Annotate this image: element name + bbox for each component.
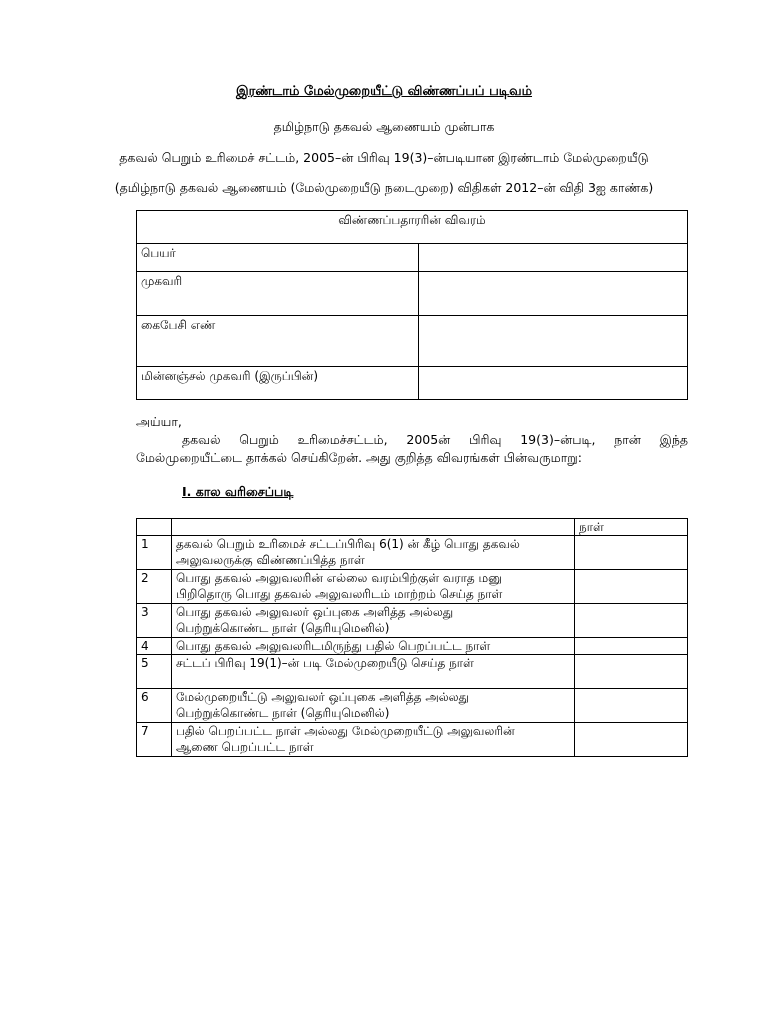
row-number: 4 — [137, 638, 172, 655]
row-number: 5 — [137, 655, 172, 689]
applicant-details-table — [136, 210, 688, 400]
subtitle-rules: (தமிழ்நாடு தகவல் ஆணையம் (மேல்முறையீடு நடைமுறை) விதிகள் 2012–ன் விதி 3ஐ காண்க) — [114, 180, 654, 195]
header-empty-desc — [172, 519, 575, 536]
row-description-line: தகவல் பெறும் உரிமைச் சட்டப்பிரிவு 6(1) ன் கீழ் பொது தகவல் — [176, 537, 520, 551]
applicant-table-heading: விண்ணப்பதாரரின் விவரம் — [137, 211, 688, 244]
row-description-line: பொது தகவல் அலுவலரிடமிருந்து பதில் பெறப்பட்ட நாள் — [176, 639, 491, 653]
row-date-field[interactable] — [575, 655, 688, 689]
salutation: அய்யா, — [136, 414, 182, 429]
subtitle-act: தகவல் பெறும் உரிமைச் சட்டம், 2005–ன் பிரிவு 19(3)–ன்படியான இரண்டாம் மேல்முறையீடு — [119, 150, 649, 165]
row-date-field[interactable] — [575, 638, 688, 655]
row-description — [172, 723, 575, 757]
applicant-address-label: முகவரி — [137, 272, 419, 316]
table-row — [137, 536, 688, 570]
table-row — [137, 570, 688, 604]
header-empty-num — [137, 519, 172, 536]
row-description-line: பெற்றுக்கொண்ட நாள் (தெரியுமெனில்) — [176, 621, 390, 635]
row-description — [172, 604, 575, 638]
row-description-line: ஆணை பெறப்பட்ட நாள் — [176, 740, 314, 754]
row-description-line: பதில் பெறப்பட்ட நாள் அல்லது மேல்முறையீட்டு அலுவலரின் — [176, 724, 515, 738]
table-row — [137, 604, 688, 638]
table-row — [137, 723, 688, 757]
applicant-email-field[interactable] — [419, 367, 688, 400]
row-description — [172, 536, 575, 570]
applicant-mobile-field[interactable] — [419, 316, 688, 367]
row-date-field[interactable] — [575, 570, 688, 604]
applicant-name-label: பெயர் — [137, 244, 419, 272]
table-row — [137, 638, 688, 655]
applicant-mobile-label: கைபேசி எண் — [137, 316, 419, 367]
row-description — [172, 570, 575, 604]
row-date-field[interactable] — [575, 536, 688, 570]
row-number: 1 — [137, 536, 172, 570]
row-description — [172, 689, 575, 723]
applicant-address-field[interactable] — [419, 272, 688, 316]
row-date-field[interactable] — [575, 689, 688, 723]
date-column-header: நாள் — [575, 519, 688, 536]
row-description-line: பொது தகவல் அலுவலரின் எல்லை வரம்பிற்குள் வராத மனு — [176, 571, 503, 585]
chronology-table — [136, 518, 688, 757]
row-description-line: சட்டப் பிரிவு 19(1)–ன் படி மேல்முறையீடு செய்த நாள் — [176, 656, 474, 670]
appeal-paragraph-line-1: தகவல் பெறும் உரிமைச்சட்டம், 2005ன் பிரிவு 19(3)–ன்படி, நான் இந்த — [182, 432, 688, 447]
row-description — [172, 655, 575, 689]
row-number: 3 — [137, 604, 172, 638]
section-heading-chronology: I. கால வரிசைப்படி — [182, 484, 294, 499]
appeal-paragraph-line-2: மேல்முறையீட்டை தாக்கல் செய்கிறேன். அது குறித்த விவரங்கள் பின்வருமாறு: — [136, 450, 582, 465]
subtitle-commission: தமிழ்நாடு தகவல் ஆணையம் முன்பாக — [273, 119, 495, 134]
row-date-field[interactable] — [575, 604, 688, 638]
applicant-email-label: மின்னஞ்சல் முகவரி (இருப்பின்) — [137, 367, 419, 400]
table-row — [137, 655, 688, 689]
row-description-line: பெற்றுக்கொண்ட நாள் (தெரியுமெனில்) — [176, 706, 390, 720]
row-description-line: பொது தகவல் அலுவலர் ஒப்புகை அளித்த அல்லது — [176, 605, 454, 619]
table-row — [137, 689, 688, 723]
form-title: இரண்டாம் மேல்முறையீட்டு விண்ணப்பப் படிவம் — [235, 84, 533, 99]
row-date-field[interactable] — [575, 723, 688, 757]
row-description — [172, 638, 575, 655]
row-description-line: மேல்முறையீட்டு அலுவலர் ஒப்புகை அளித்த அல்லது — [176, 690, 470, 704]
applicant-name-field[interactable] — [419, 244, 688, 272]
row-number: 6 — [137, 689, 172, 723]
row-number: 7 — [137, 723, 172, 757]
appeal-paragraph — [136, 431, 688, 467]
row-number: 2 — [137, 570, 172, 604]
row-description-line: அலுவலருக்கு விண்ணப்பித்த நாள் — [176, 553, 365, 567]
row-description-line: பிறிதொரு பொது தகவல் அலுவலரிடம் மாற்றம் செய்த நாள் — [176, 587, 503, 601]
